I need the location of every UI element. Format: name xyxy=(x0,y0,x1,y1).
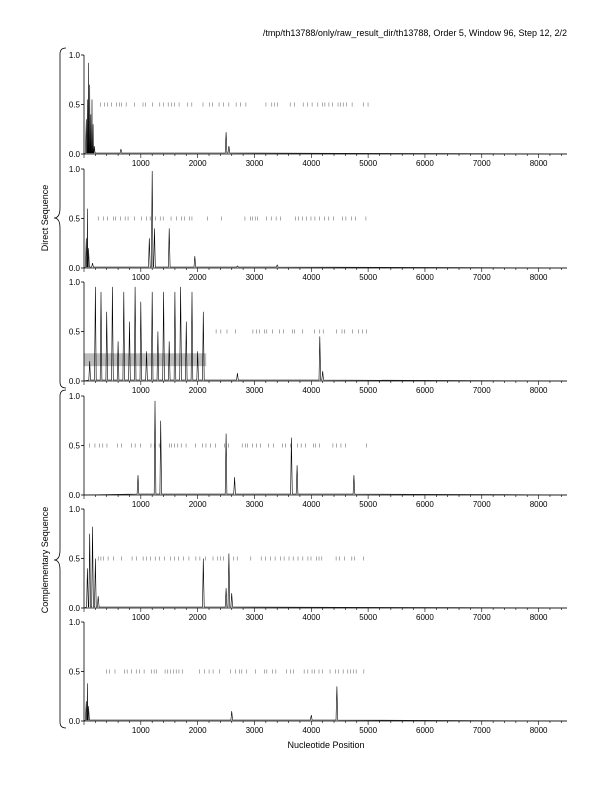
x-tick-label: 1000 xyxy=(131,613,150,622)
y-tick-label: 1.0 xyxy=(68,505,80,514)
x-tick-label: 8000 xyxy=(529,500,548,509)
x-tick-label: 5000 xyxy=(359,726,378,735)
x-tick-label: 3000 xyxy=(245,159,264,168)
y-tick-label: 0.5 xyxy=(68,554,80,564)
complementary-sequence-label: Complementary Sequence xyxy=(40,506,50,614)
data-line xyxy=(84,683,567,721)
x-tick-label: 8000 xyxy=(529,386,548,395)
x-tick-label: 7000 xyxy=(472,726,491,735)
y-tick-label: 0.5 xyxy=(68,441,80,451)
y-tick-label: 1.0 xyxy=(68,618,80,627)
x-tick-label: 7000 xyxy=(472,159,491,168)
x-tick-label: 1000 xyxy=(131,726,150,735)
x-tick-label: 3000 xyxy=(245,726,264,735)
x-tick-label: 6000 xyxy=(416,500,434,509)
x-tick-label: 8000 xyxy=(529,726,548,735)
y-tick-label: 0.0 xyxy=(68,604,80,613)
x-tick-label: 7000 xyxy=(472,613,491,622)
x-tick-label: 5000 xyxy=(359,273,378,282)
x-tick-label: 2000 xyxy=(188,273,207,282)
x-tick-label: 7000 xyxy=(472,500,491,509)
direct-sequence-group xyxy=(40,48,66,388)
y-tick-label: 1.0 xyxy=(68,165,80,174)
x-tick-label: 1000 xyxy=(131,386,150,395)
x-tick-label: 1000 xyxy=(131,159,150,168)
x-tick-label: 2000 xyxy=(188,386,207,395)
x-tick-label: 4000 xyxy=(302,500,321,509)
direct-sequence-label: Direct Sequence xyxy=(40,184,50,252)
x-tick-label: 4000 xyxy=(302,726,321,735)
y-tick-label: 0.5 xyxy=(68,100,80,110)
x-tick-label: 3000 xyxy=(245,613,264,622)
x-tick-label: 4000 xyxy=(302,273,321,282)
x-tick-label: 5000 xyxy=(359,386,378,395)
x-tick-label: 3000 xyxy=(245,500,264,509)
y-tick-label: 0.0 xyxy=(68,264,80,273)
panel-6 xyxy=(69,618,567,735)
data-line xyxy=(84,171,567,268)
x-tick-label: 8000 xyxy=(529,159,548,168)
x-tick-label: 5000 xyxy=(359,159,378,168)
x-tick-label: 1000 xyxy=(131,273,150,282)
x-tick-label: 6000 xyxy=(416,159,434,168)
complementary-sequence-brace xyxy=(54,390,66,728)
panel-4 xyxy=(69,392,567,509)
x-tick-label: 6000 xyxy=(416,613,434,622)
x-tick-label: 8000 xyxy=(529,273,548,282)
x-tick-label: 2000 xyxy=(188,613,207,622)
x-tick-label: 5000 xyxy=(359,500,378,509)
x-tick-label: 8000 xyxy=(529,613,548,622)
y-tick-label: 0.0 xyxy=(68,377,80,386)
x-tick-label: 1000 xyxy=(131,500,150,509)
x-tick-label: 7000 xyxy=(472,273,491,282)
x-axis-label: Nucleotide Position xyxy=(287,740,365,750)
data-line xyxy=(84,401,567,495)
x-tick-label: 2000 xyxy=(188,726,207,735)
x-tick-label: 4000 xyxy=(302,613,321,622)
y-tick-label: 0.5 xyxy=(68,667,80,677)
panel-1 xyxy=(69,51,567,168)
x-tick-label: 6000 xyxy=(416,726,434,735)
x-tick-label: 5000 xyxy=(359,613,378,622)
y-tick-label: 0.0 xyxy=(68,150,80,159)
complementary-sequence-group xyxy=(40,390,66,728)
x-tick-label: 2000 xyxy=(188,159,207,168)
y-tick-label: 1.0 xyxy=(68,278,80,287)
panel-5 xyxy=(69,505,567,622)
y-tick-label: 1.0 xyxy=(68,392,80,401)
header-title: /tmp/th13788/only/raw_result_dir/th13788, Order 5, Window 96, Step 12, 2/2 xyxy=(262,28,567,38)
x-tick-label: 6000 xyxy=(416,273,434,282)
data-line xyxy=(84,63,567,154)
y-tick-label: 0.0 xyxy=(68,491,80,500)
panel-2 xyxy=(69,165,567,282)
x-tick-label: 4000 xyxy=(302,386,321,395)
data-line xyxy=(84,287,567,381)
y-tick-label: 0.0 xyxy=(68,717,80,726)
x-tick-label: 2000 xyxy=(188,500,207,509)
y-tick-label: 0.5 xyxy=(68,214,80,224)
x-tick-label: 4000 xyxy=(302,159,321,168)
panel-3 xyxy=(69,278,567,395)
x-tick-label: 7000 xyxy=(472,386,491,395)
x-tick-label: 3000 xyxy=(245,273,264,282)
data-line xyxy=(84,527,567,608)
highlight-band xyxy=(84,353,206,366)
x-tick-label: 3000 xyxy=(245,386,264,395)
y-tick-label: 0.5 xyxy=(68,327,80,337)
x-tick-label: 6000 xyxy=(416,386,434,395)
y-tick-label: 1.0 xyxy=(68,51,80,60)
direct-sequence-brace xyxy=(54,48,66,388)
panels xyxy=(69,51,567,735)
